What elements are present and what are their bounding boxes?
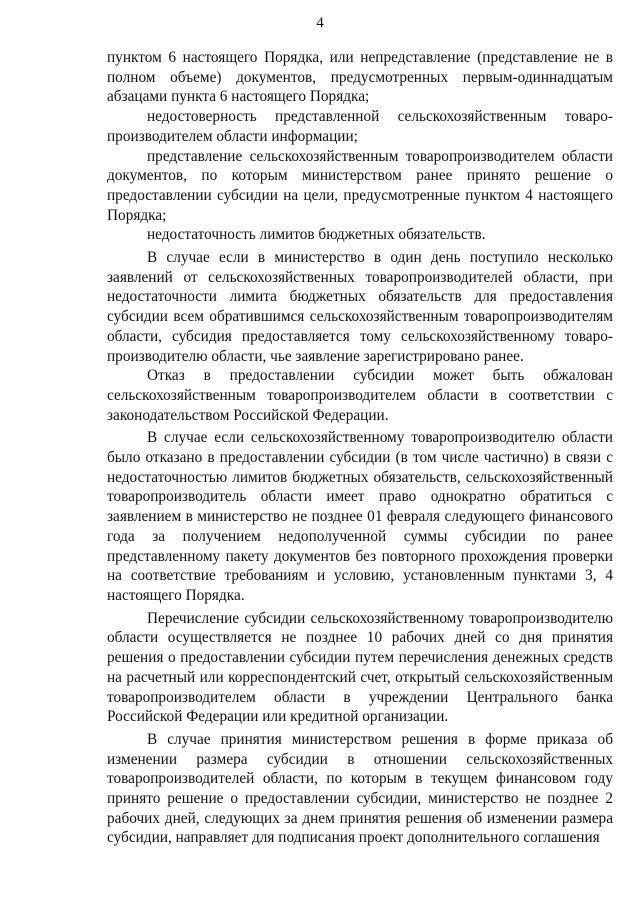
paragraph-continuation: пунктом 6 настоящего Порядка, или непредставление (представление не в полном объеме) документов, предусмотренных первым-одиннадцатым абзацами пункта 6 настоящего Порядка; xyxy=(107,49,613,106)
paragraph-refusal-reapply: В случае если сельскохозяйственному товаропроизводителю области было отказано в предоставлении субсидии (в том числе частично) в связи с недостаточностью лимитов бюджетных обязательств, сельскохозяйственный товаропроизводитель области имеет право однократно обратиться с заявлением в министерство не позднее 01 февраля следующего финансового года за получением недополученной суммы субсидии по ранее представленному пакету документов без повторного прохождения проверки на соответствие требованиям и условию, установленным пунктами 3, 4 настоящего Порядка. xyxy=(107,429,613,604)
paragraph-insufficient-limits: недостаточность лимитов бюджетных обязательств. xyxy=(147,226,486,244)
document-body xyxy=(107,48,613,848)
page-number: 4 xyxy=(316,15,324,31)
paragraph-transfer-subsidy: Перечисление субсидии сельскохозяйственному товаропроизводителю области осуществляется не позднее 10 рабочих дней со дня принятия решения о предоставлении субсидии путем перечисления денежных средств на расчетный или корреспондентский счет, открытый сельскохозяйственным товаропроизводителем области в учреждении Центрального банка Российской Федерации или кредитной организации. xyxy=(107,609,613,726)
paragraph-unreliable-info: недостоверность представленной сельскохозяйственным товаропроизводителем области информации; xyxy=(107,108,613,145)
paragraph-same-day-applications: В случае если в министерство в один день поступило несколько заявлений от сельскохозяйственных товаропроизводителей области, при недостаточности лимита бюджетных обязательств для предоставления субсидии всем обратившимся сельскохозяйственным товаропроизводителям области, субсидия предоставляется тому сельскохозяйственному товаропроизводителю области, чье заявление зарегистрировано ранее. xyxy=(107,249,613,365)
paragraph-size-change: В случае принятия министерством решения в форме приказа об изменении размера субсидии в отношении сельскохозяйственных товаропроизводителей области, по которым в текущем финансовом году принято решение о предоставлении субсидии, министерство не позднее 2 рабочих дней, следующих за днем принятия решения об изменении размера субсидии, направляет для подписания проект дополнительного соглашения xyxy=(107,730,613,847)
paragraph-duplicate-documents: представление сельскохозяйственным товаропроизводителем области документов, по которым министерством ранее принято решение о предоставлении субсидии на цели, предусмотренные пунктом 4 настоящего Порядка; xyxy=(107,147,613,224)
paragraph-appeal: Отказ в предоставлении субсидии может быть обжалован сельскохозяйственным товаропроизводителем области в соответствии с законодательством Российской Федерации. xyxy=(107,367,613,424)
